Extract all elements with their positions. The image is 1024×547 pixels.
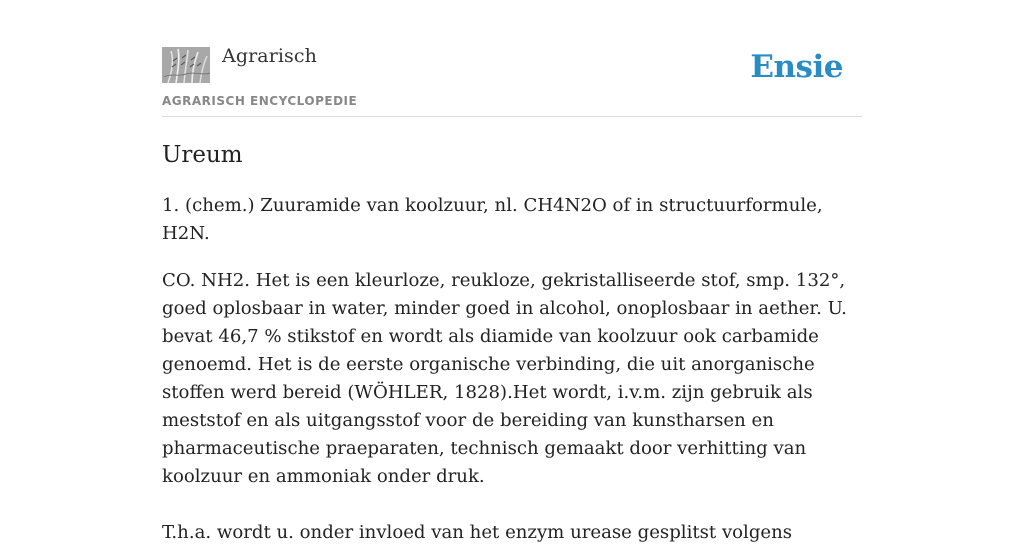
site-header <box>162 44 862 117</box>
article-content <box>162 138 862 547</box>
article-paragraph: CO. NH2. Het is een kleurloze, reukloze, gekristalliseerde stof, smp. 132°, goed oplosbaar in water, minder goed in alcohol, onoplosbaar in aether. U. bevat 46,7 % stikstof en wordt als diamide van koolzuur ook carbamide genoemd. Het is de eerste organische verbinding, die uit anorganische stoffen werd bereid (WÖHLER, 1828).Het wordt, i.v.m. zijn gebruik als meststof en als uitgangsstof voor de bereiding van kunstharsen en pharmaceutische praeparaten, technisch gemaakt door verhitting van koolzuur en ammoniak onder druk. <box>162 270 847 487</box>
article-paragraph: T.h.a. wordt u. onder invloed van het enzym urease gesplitst volgens <box>162 522 793 543</box>
brand-logo[interactable]: Ensie <box>750 49 843 85</box>
article-paragraph: 1. (chem.) Zuuramide van koolzuur, nl. CH4N2O of in structuurformule, H2N. <box>162 195 823 244</box>
site-subtitle: AGRARISCH ENCYCLOPEDIE <box>162 94 358 108</box>
article-title: Ureum <box>162 142 243 168</box>
wheat-icon[interactable] <box>162 47 210 83</box>
site-name[interactable]: Agrarisch <box>222 45 317 67</box>
